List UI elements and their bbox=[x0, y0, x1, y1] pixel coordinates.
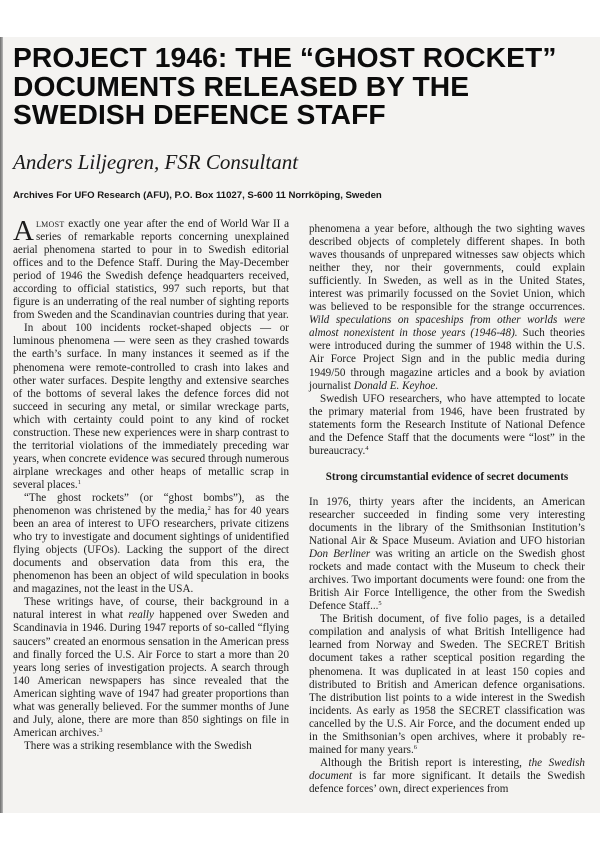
author-address: Archives For UFO Research (AFU), P.O. Box 11027, S-600 11 Norrköping, Sweden bbox=[13, 190, 382, 201]
paragraph bbox=[13, 596, 289, 740]
paragraph bbox=[13, 492, 289, 596]
small-caps-lead: lmost bbox=[35, 218, 65, 230]
paragraph bbox=[309, 223, 585, 393]
section-subheading: Strong circumstantial evidence of secret documents bbox=[325, 470, 569, 483]
title-line: SWEDISH DEFENCE STAFF bbox=[13, 98, 386, 130]
paragraph-text: happened over Sweden and Scandinavia in 1946. During 1947 reports of so-called “flying saucers” created an enormous sensation in the American press and finally forced the U.S. Air Force to start a more than 20 years long series of investigation projects. A search through 140 American newspapers has since revealed that the American sighting wave of 1947 had greater proportions than what was generally believed. For the summer months of June and July, alone, there are more than 850 sightings on file in American archives. bbox=[13, 609, 289, 739]
right-column bbox=[309, 223, 585, 796]
paragraph-text: is far more significant. It details the Swedish defence forces’ own, direct experiences from bbox=[309, 769, 585, 795]
paragraph-text: has for 40 years been an area of interest to UFO researchers, private citizens who try to investigate and document sightings of unidentified flying objects (UFOs). Lacking the support of the direct documents and observation data from this era, the phenomenon has been an object of wild speculation in books and magazines, not the least in the USA. bbox=[13, 505, 289, 596]
footnote-ref[interactable]: 5 bbox=[378, 600, 382, 608]
emphasis: really bbox=[128, 609, 154, 622]
paragraph-text: The British document, of five folio pages, is a detailed compilation and analysis of what British Intelligence had learned from Norway and Sweden. The SECRET British document takes a rather sceptical position regarding the phenomena. It was duplicated in at least 150 copies and distributed to British and American defence organisations. The distribution list points to a wide interest in the Swedish incidents. As early as 1958 the SECRET classification was cancelled by the U.S. Air Force, and the document ended up in the Smithsonian’s open archives, where it probably remained for many years. bbox=[309, 613, 585, 756]
paragraph-text: “The ghost rockets” (or “ghost bombs”), as the phenomenon was christened by the media, bbox=[13, 491, 289, 518]
article-title bbox=[13, 43, 573, 129]
emphasis: Wild speculations on spaceships from other worlds were almost nonexistent in those years (1946-48). bbox=[309, 314, 585, 340]
paragraph bbox=[13, 215, 289, 322]
emphasis-person-name: Don Berliner bbox=[309, 548, 371, 561]
author-byline: Anders Liljegren, FSR Consultant bbox=[13, 150, 299, 174]
paragraph-text: was writing an article on the Swedish ghost rockets and made contact with the Museum to check their archives. Two important documents were found: one from the British Air Force Intelligence, the other from the Swedish Defence Staff... bbox=[309, 548, 585, 613]
paragraph bbox=[309, 496, 585, 613]
paragraph-text: Such theories were introduced during the summer of 1948 within the U.S. Air Force Project Sign and in the public media during 1949/50 through magazine articles and a book by aviation journalist bbox=[309, 327, 585, 392]
title-line: PROJECT 1946: THE “GHOST ROCKET” bbox=[13, 41, 557, 73]
paragraph bbox=[13, 322, 289, 492]
paragraph-text: In about 100 incidents rocket-shaped objects — or luminous phenomena — were seen as they crashed towards the earth’s surface. In many instances it seemed as if the phenomena were remote-controlled to crash into lakes and other water surfaces. Despite lengthy and extensive searches of the bottoms of several lakes the defence forces did not succeed in securing any metal, or similar wreckage parts, which with certainty could point to any kind of rocket construction. These new experiences were in sharp contrast to the territorial violations of the immediately preceding war years, when concrete evidence was secured through numerous airplane wreckages and other heaps of metallic scrap in several places. bbox=[13, 322, 290, 491]
paragraph-text: There was a striking resemblance with the Swedish bbox=[24, 739, 252, 752]
paragraph-text: In 1976, thirty years after the incidents, an American researcher succeeded in finding some very interesting documents in the library of the Smithsonian Institution’s National Air & Space Museum. Aviation and UFO historian bbox=[309, 495, 585, 548]
paragraph bbox=[309, 393, 585, 458]
footnote-ref[interactable]: 1 bbox=[77, 478, 81, 486]
footnote-ref[interactable]: 2 bbox=[207, 505, 211, 513]
footnote-ref[interactable]: 3 bbox=[99, 726, 103, 734]
paragraph-text: These writings have, of course, their background in a natural interest in what bbox=[13, 596, 289, 622]
paragraph-text: Although the British report is interesting, bbox=[320, 756, 529, 769]
paragraph-text: phenomena a year before, although the two sighting waves described objects of completely different shapes. In both waves thousands of unprepared witnesses saw objects which neither they, nor their governments, could explain sufficiently. In Sweden, as well as in the United States, interest was primarily focussed on the Soviet Union, which was believed to be responsible for the strange occurrences. bbox=[309, 223, 585, 314]
paragraph-text: Swedish UFO researchers, who have attempted to locate the primary material from 1946, have been frustrated by statements form the Research Institute of National Defence and the Defence Staff that the documents were “lost” in the bureaucracy. bbox=[309, 392, 585, 457]
paragraph bbox=[13, 740, 289, 753]
title-line: DOCUMENTS RELEASED BY THE bbox=[13, 69, 470, 102]
scanned-page bbox=[0, 37, 600, 813]
paragraph-text: exactly one year after the end of World War II a series of remarkable reports concerning unexplained aerial phenomena started to pour in to Swedish editorial offices and to the Defence Staff. During the May-December period of 1946 the Swedish defençe headquarters received, according to official statistics, 997 such reports, but that figure is an underrating of the real number of sighting reports from Sweden and the Scandinavian countries during that year. bbox=[13, 218, 289, 322]
emphasis: the Swedish document bbox=[309, 756, 585, 782]
footnote-ref[interactable]: 6 bbox=[413, 743, 417, 751]
footnote-ref[interactable]: 4 bbox=[365, 444, 369, 452]
emphasis-person-name: Donald E. Keyhoe. bbox=[353, 379, 439, 392]
left-column bbox=[13, 215, 290, 753]
paragraph bbox=[309, 613, 585, 757]
page-edge-shadow bbox=[0, 37, 3, 813]
drop-cap: A bbox=[13, 215, 34, 247]
paragraph bbox=[309, 757, 585, 796]
